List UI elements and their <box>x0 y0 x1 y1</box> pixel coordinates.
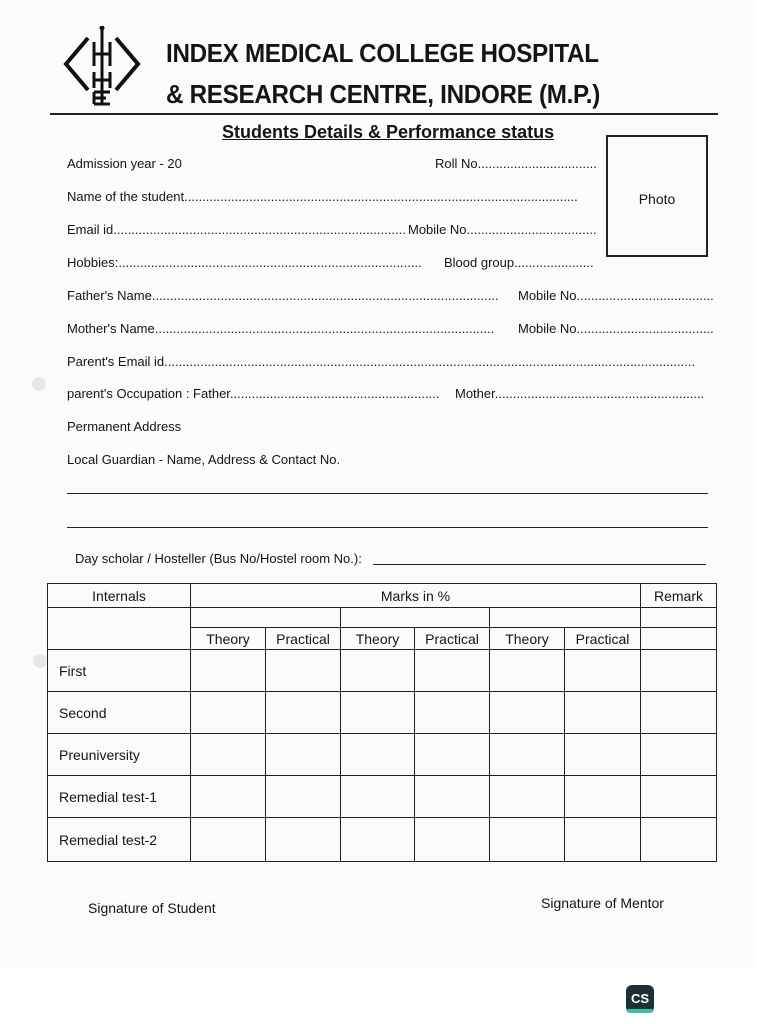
admission-year-label: Admission year - 20 <box>67 156 182 171</box>
table-row <box>48 650 717 692</box>
row-label-remedial-2: Remedial test-2 <box>48 818 191 862</box>
camscanner-badge-icon: CS <box>626 985 654 1013</box>
marks-cell[interactable] <box>565 692 641 734</box>
internals-header-blank <box>48 608 191 650</box>
mentor-signature-label: Signature of Mentor <box>541 895 664 911</box>
remark-header: Remark <box>641 584 717 608</box>
row-label-remedial-1: Remedial test-1 <box>48 776 191 818</box>
father-mobile-field[interactable]: Mobile No...................................... <box>518 288 714 303</box>
marks-cell[interactable] <box>341 650 415 692</box>
remark-cell[interactable] <box>641 650 717 692</box>
marks-cell[interactable] <box>490 734 565 776</box>
student-signature-label: Signature of Student <box>88 900 216 916</box>
fathers-name-field[interactable]: Father's Name................................................................................................ <box>67 288 499 303</box>
camscanner-badge-bar <box>626 1009 654 1013</box>
marks-cell[interactable] <box>341 734 415 776</box>
email-field[interactable]: Email id................................................................................. <box>67 222 406 237</box>
blood-group-field[interactable]: Blood group...................... <box>444 255 594 270</box>
guardian-line-1[interactable] <box>67 493 708 494</box>
parents-email-field[interactable]: Parent's Email id................................................................................................................................................... <box>67 354 696 369</box>
row-label-second: Second <box>48 692 191 734</box>
marks-cell[interactable] <box>341 692 415 734</box>
marks-cell[interactable] <box>266 818 341 862</box>
mother-occupation-field[interactable]: Mother.......................................................... <box>455 386 705 401</box>
marks-cell[interactable] <box>191 734 266 776</box>
parents-email-label: Parent's Email id <box>67 354 165 369</box>
marks-cell[interactable] <box>490 650 565 692</box>
table-row <box>48 734 717 776</box>
marks-cell[interactable] <box>191 776 266 818</box>
punch-hole <box>33 654 47 668</box>
theory-header: Theory <box>341 628 415 650</box>
college-name-line2: & RESEARCH CENTRE, INDORE (M.P.) <box>166 79 600 109</box>
marks-cell[interactable] <box>565 734 641 776</box>
mobile-field[interactable]: Mobile No.................................... <box>408 222 597 237</box>
mobile-label: Mobile No. <box>408 222 471 237</box>
marks-cell[interactable] <box>490 692 565 734</box>
marks-cell[interactable] <box>565 650 641 692</box>
father-mobile-label: Mobile No. <box>518 288 581 303</box>
remark-cell[interactable] <box>641 818 717 862</box>
day-scholar-label: Day scholar / Hosteller (Bus No/Hostel room No.): <box>75 551 362 566</box>
day-scholar-line[interactable] <box>373 564 706 565</box>
row-label-preuniversity: Preuniversity <box>48 734 191 776</box>
internals-header: Internals <box>48 584 191 608</box>
marks-cell[interactable] <box>341 776 415 818</box>
marks-cell[interactable] <box>191 818 266 862</box>
marks-cell[interactable] <box>415 734 490 776</box>
parents-occupation-label: parent's Occupation : Father <box>67 386 230 401</box>
remark-blank <box>641 628 717 650</box>
practical-header: Practical <box>415 628 490 650</box>
marks-cell[interactable] <box>490 818 565 862</box>
permanent-address-label: Permanent Address <box>67 419 182 434</box>
marks-cell[interactable] <box>266 650 341 692</box>
marks-cell[interactable] <box>415 650 490 692</box>
mothers-name-field[interactable]: Mother's Name.............................................................................................. <box>67 321 495 336</box>
practical-header: Practical <box>266 628 341 650</box>
student-name-label: Name of the student <box>67 189 185 204</box>
photo-label: Photo <box>638 191 676 207</box>
marks-cell[interactable] <box>415 818 490 862</box>
fathers-name-label: Father's Name <box>67 288 152 303</box>
hobbies-field[interactable]: Hobbies:.................................................................................... <box>67 255 422 270</box>
marks-cell[interactable] <box>415 776 490 818</box>
group-2-header <box>341 608 490 628</box>
marks-cell[interactable] <box>565 818 641 862</box>
marks-table <box>47 583 717 862</box>
guardian-line-2[interactable] <box>67 527 708 528</box>
table-row <box>48 818 717 862</box>
table-row <box>48 692 717 734</box>
email-label: Email id <box>67 222 114 237</box>
mother-mobile-field[interactable]: Mobile No...................................... <box>518 321 714 336</box>
roll-no-field[interactable]: Roll No................................. <box>435 156 597 171</box>
marks-cell[interactable] <box>415 692 490 734</box>
practical-header: Practical <box>565 628 641 650</box>
theory-header: Theory <box>490 628 565 650</box>
father-occupation-field[interactable]: parent's Occupation : Father.......................................................... <box>67 386 440 401</box>
header-divider <box>50 113 718 115</box>
remark-cell[interactable] <box>641 776 717 818</box>
photo-box[interactable] <box>606 135 708 257</box>
marks-cell[interactable] <box>266 734 341 776</box>
college-name-line1: INDEX MEDICAL COLLEGE HOSPITAL <box>166 38 599 68</box>
marks-header: Marks in % <box>191 584 641 608</box>
group-3-header <box>490 608 641 628</box>
hobbies-label: Hobbies: <box>67 255 119 270</box>
marks-cell[interactable] <box>565 776 641 818</box>
mother-mobile-label: Mobile No. <box>518 321 581 336</box>
mother-occupation-label: Mother <box>455 386 495 401</box>
remark-cell[interactable] <box>641 692 717 734</box>
student-name-field[interactable]: Name of the student............................................................................................................. <box>67 189 578 204</box>
group-1-header <box>191 608 341 628</box>
row-label-first: First <box>48 650 191 692</box>
roll-no-label: Roll No. <box>435 156 482 171</box>
form-title: Students Details & Performance status <box>222 122 555 142</box>
blood-group-label: Blood group <box>444 255 515 270</box>
remark-blank <box>641 608 717 628</box>
local-guardian-label: Local Guardian - Name, Address & Contact No. <box>67 452 341 467</box>
college-logo-icon <box>60 26 144 106</box>
marks-cell[interactable] <box>266 692 341 734</box>
marks-cell[interactable] <box>191 650 266 692</box>
punch-hole <box>32 377 46 391</box>
marks-cell[interactable] <box>266 776 341 818</box>
remark-cell[interactable] <box>641 734 717 776</box>
mothers-name-label: Mother's Name <box>67 321 155 336</box>
marks-cell[interactable] <box>490 776 565 818</box>
marks-cell[interactable] <box>191 692 266 734</box>
table-row <box>48 776 717 818</box>
marks-cell[interactable] <box>341 818 415 862</box>
theory-header: Theory <box>191 628 266 650</box>
